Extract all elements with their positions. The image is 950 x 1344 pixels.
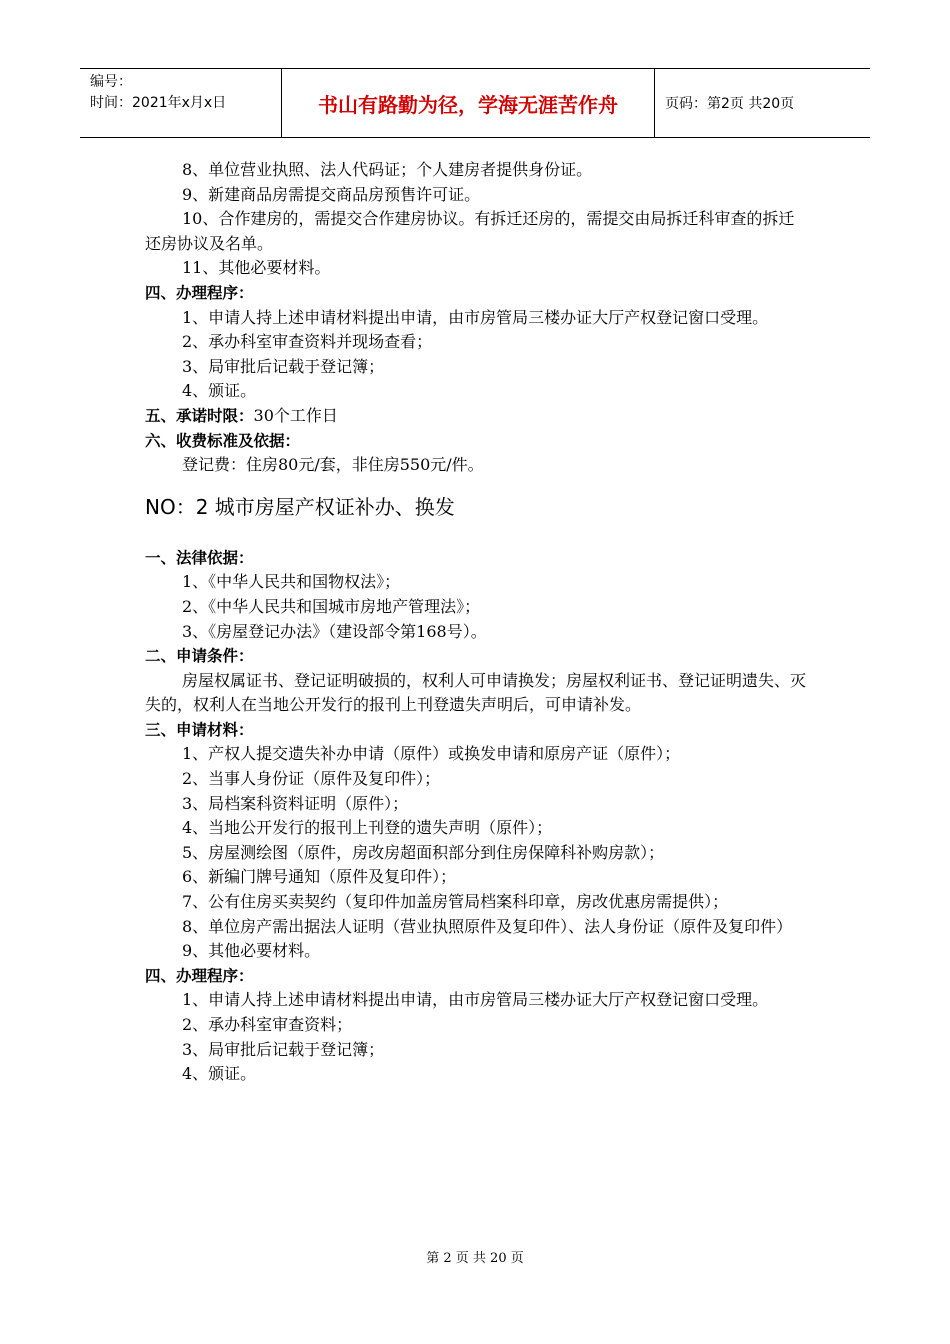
fee-text: 登记费：住房80元/套，非住房550元/件。: [182, 455, 484, 475]
page-footer: 第 2 页 共 20 页: [426, 1251, 524, 1266]
list-item: 1、申请人持上述申请材料提出申请，由市房管局三楼办证大厅产权登记窗口受理。: [182, 990, 769, 1010]
list-item: 4、颁证。: [182, 381, 257, 401]
list-item: 6、新编门牌号通知（原件及复印件）；: [182, 867, 457, 887]
list-item: 1、申请人持上述申请材料提出申请，由市房管局三楼办证大厅产权登记窗口受理。: [182, 307, 769, 327]
time-value: 30个工作日: [253, 405, 338, 425]
list-item: 8、单位房产需出据法人证明（营业执照原件及复印件）、法人身份证（原件及复印件）: [182, 916, 793, 936]
list-item: 2、承办科室审查资料并现场查看；: [182, 332, 433, 352]
list-item: 2、承办科室审查资料；: [182, 1015, 353, 1034]
list-item: 10、合作建房的，需提交合作建房协议。有拆迁还房的，需提交由局拆迁科审查的拆迁还房协议及名单。: [145, 209, 795, 253]
section-heading-time: [145, 404, 810, 429]
list-item: 8、单位营业执照、法人代码证；个人建房者提供身份证。: [182, 160, 593, 179]
list-item: 9、其他必要材料。: [182, 941, 321, 961]
time-heading: 五、承诺时限：: [145, 406, 254, 425]
list-item: 1、产权人提交遗失补办申请（原件）或换发申请和原房产证（原件）；: [182, 744, 681, 764]
document-number-label: 编号：: [90, 74, 132, 90]
header-page-info: 页码：第2页 共20页: [665, 96, 795, 112]
list-item: 2、《中华人民共和国城市房地产管理法》；: [182, 596, 481, 616]
list-item: 2、当事人身份证（原件及复印件）；: [182, 769, 441, 789]
list-item: 3、局审批后记载于登记簿；: [182, 356, 385, 376]
list-item: 11、其他必要材料。: [182, 258, 331, 278]
section-heading: 四、办理程序：: [145, 283, 254, 302]
list-item: 4、颁证。: [182, 1064, 257, 1084]
section-heading: 六、收费标准及依据：: [145, 431, 301, 450]
list-item: 9、新建商品房需提交商品房预售许可证。: [182, 184, 481, 204]
header-meta: [80, 69, 282, 137]
document-body: [145, 158, 810, 1087]
section-title: NO：2 城市房屋产权证补办、换发: [145, 494, 455, 519]
document-date-label: 时间：2021年x月x日: [90, 95, 227, 111]
list-item: 3、《房屋登记办法》（建设部令第168号）。: [182, 621, 487, 641]
list-item: 4、当地公开发行的报刊上刊登的遗失声明（原件）；: [182, 818, 553, 838]
page-header: [80, 68, 870, 138]
list-item: 5、房屋测绘图（原件，房改房超面积部分到住房保障科补购房款）；: [182, 842, 665, 862]
header-motto: 书山有路勤为径，学海无涯苦作舟: [282, 69, 655, 137]
paragraph: 房屋权属证书、登记证明破损的，权利人可申请换发；房屋权利证书、登记证明遗失、灭失的，权利人在当地公开发行的报刊上刊登遗失声明后，可申请补发。: [145, 670, 807, 715]
section-heading: 三、申请材料：: [145, 720, 254, 739]
section-heading: 二、申请条件：: [145, 647, 254, 666]
section-heading: 一、法律依据：: [145, 548, 254, 567]
list-item: 3、局审批后记载于登记簿；: [182, 1039, 385, 1059]
list-item: 7、公有住房买卖契约（复印件加盖房管局档案科印章，房改优惠房需提供）；: [182, 892, 729, 912]
section-heading: 四、办理程序：: [145, 966, 254, 985]
list-item: 1、《中华人民共和国物权法》；: [182, 572, 401, 592]
list-item: 3、局档案科资料证明（原件）；: [182, 793, 409, 813]
